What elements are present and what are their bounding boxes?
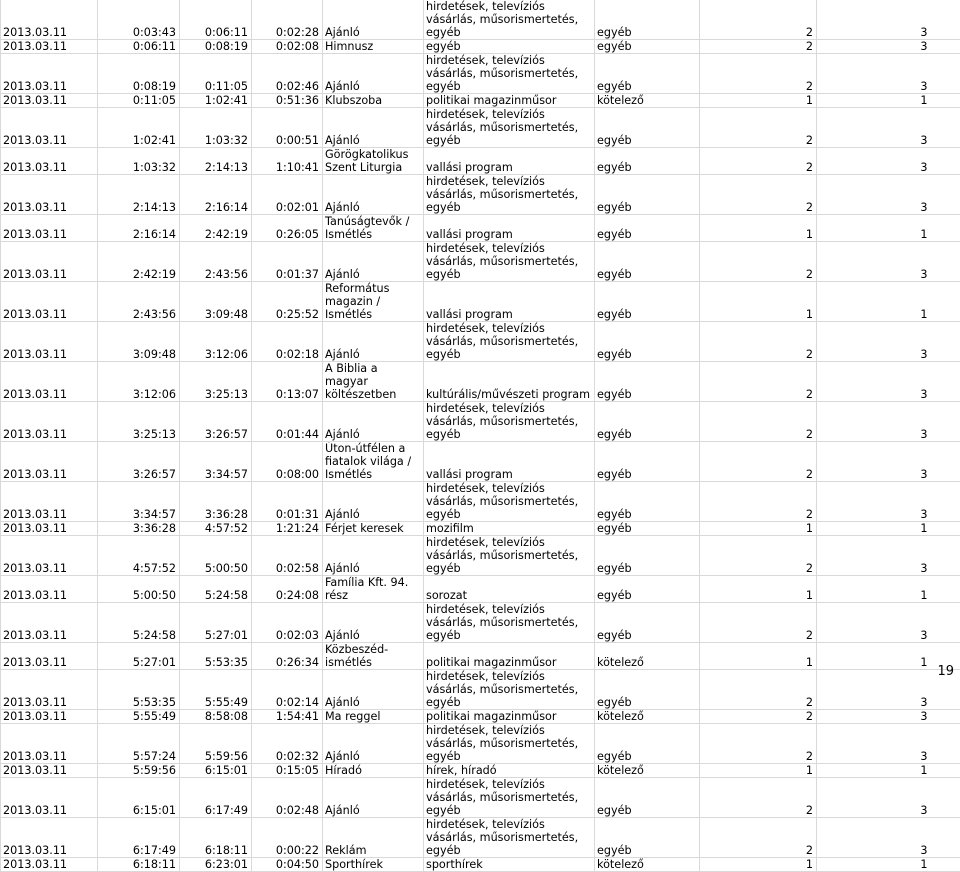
end-time-cell: 3:25:13 bbox=[180, 362, 252, 402]
date-cell: 2013.03.11 bbox=[1, 442, 98, 482]
program-title-cell: Görögkatolikus Szent Liturgia bbox=[323, 148, 424, 175]
category-cell: egyéb bbox=[595, 40, 700, 54]
empty-cell bbox=[931, 482, 960, 522]
start-time-cell: 3:34:57 bbox=[98, 482, 180, 522]
category-cell: kötelező bbox=[595, 858, 700, 872]
category-cell: egyéb bbox=[595, 724, 700, 764]
value-b-cell: 3 bbox=[817, 482, 931, 522]
duration-cell: 0:15:05 bbox=[252, 764, 323, 778]
date-cell: 2013.03.11 bbox=[1, 94, 98, 108]
category-cell: egyéb bbox=[595, 442, 700, 482]
table-row bbox=[1, 148, 960, 175]
duration-cell: 0:02:01 bbox=[252, 175, 323, 215]
genre-cell: hirdetések, televíziós vásárlás, műsorismertetés, egyéb bbox=[424, 778, 595, 818]
category-cell: egyéb bbox=[595, 576, 700, 603]
start-time-cell: 5:00:50 bbox=[98, 576, 180, 603]
program-title-cell: Ajánló bbox=[323, 322, 424, 362]
genre-cell: vallási program bbox=[424, 148, 595, 175]
value-a-cell: 2 bbox=[700, 536, 817, 576]
value-b-cell: 1 bbox=[817, 94, 931, 108]
end-time-cell: 3:36:28 bbox=[180, 482, 252, 522]
genre-cell: kultúrális/művészeti program bbox=[424, 362, 595, 402]
start-time-cell: 5:53:35 bbox=[98, 670, 180, 710]
table-row bbox=[1, 482, 960, 522]
program-title-cell: Úton-útfélen a fiatalok világa / Ismétlés bbox=[323, 442, 424, 482]
value-a-cell: 2 bbox=[700, 322, 817, 362]
empty-cell bbox=[931, 0, 960, 40]
table-row bbox=[1, 108, 960, 148]
start-time-cell: 2:42:19 bbox=[98, 242, 180, 282]
value-a-cell: 1 bbox=[700, 215, 817, 242]
program-title-cell: Ajánló bbox=[323, 536, 424, 576]
end-time-cell: 2:43:56 bbox=[180, 242, 252, 282]
value-b-cell: 3 bbox=[817, 40, 931, 54]
value-a-cell: 2 bbox=[700, 40, 817, 54]
category-cell: egyéb bbox=[595, 242, 700, 282]
end-time-cell: 6:17:49 bbox=[180, 778, 252, 818]
duration-cell: 0:02:48 bbox=[252, 778, 323, 818]
category-cell: egyéb bbox=[595, 282, 700, 322]
value-b-cell: 3 bbox=[817, 710, 931, 724]
empty-cell bbox=[931, 764, 960, 778]
program-title-cell: Ajánló bbox=[323, 778, 424, 818]
date-cell: 2013.03.11 bbox=[1, 576, 98, 603]
value-b-cell: 3 bbox=[817, 670, 931, 710]
value-b-cell: 3 bbox=[817, 362, 931, 402]
category-cell: kötelező bbox=[595, 764, 700, 778]
value-b-cell: 1 bbox=[817, 764, 931, 778]
table-row bbox=[1, 603, 960, 643]
empty-cell bbox=[931, 148, 960, 175]
table-row bbox=[1, 362, 960, 402]
program-title-cell: Ajánló bbox=[323, 482, 424, 522]
date-cell: 2013.03.11 bbox=[1, 0, 98, 40]
genre-cell: hirdetések, televíziós vásárlás, műsorismertetés, egyéb bbox=[424, 242, 595, 282]
category-cell: egyéb bbox=[595, 402, 700, 442]
duration-cell: 0:01:44 bbox=[252, 402, 323, 442]
category-cell: egyéb bbox=[595, 482, 700, 522]
category-cell: egyéb bbox=[595, 522, 700, 536]
genre-cell: hirdetések, televíziós vásárlás, műsorismertetés, egyéb bbox=[424, 818, 595, 858]
start-time-cell: 0:11:05 bbox=[98, 94, 180, 108]
duration-cell: 0:02:18 bbox=[252, 322, 323, 362]
empty-cell bbox=[931, 282, 960, 322]
value-b-cell: 1 bbox=[817, 282, 931, 322]
date-cell: 2013.03.11 bbox=[1, 482, 98, 522]
empty-cell bbox=[931, 442, 960, 482]
start-time-cell: 0:06:11 bbox=[98, 40, 180, 54]
date-cell: 2013.03.11 bbox=[1, 724, 98, 764]
date-cell: 2013.03.11 bbox=[1, 603, 98, 643]
date-cell: 2013.03.11 bbox=[1, 858, 98, 872]
duration-cell: 0:02:58 bbox=[252, 536, 323, 576]
duration-cell: 0:00:22 bbox=[252, 818, 323, 858]
table-row bbox=[1, 282, 960, 322]
duration-cell: 0:01:31 bbox=[252, 482, 323, 522]
value-a-cell: 1 bbox=[700, 764, 817, 778]
genre-cell: egyéb bbox=[424, 40, 595, 54]
genre-cell: hirdetések, televíziós vásárlás, műsorismertetés, egyéb bbox=[424, 0, 595, 40]
value-a-cell: 1 bbox=[700, 522, 817, 536]
date-cell: 2013.03.11 bbox=[1, 818, 98, 858]
empty-cell bbox=[931, 402, 960, 442]
table-row bbox=[1, 242, 960, 282]
empty-cell bbox=[931, 522, 960, 536]
program-title-cell: Himnusz bbox=[323, 40, 424, 54]
date-cell: 2013.03.11 bbox=[1, 242, 98, 282]
date-cell: 2013.03.11 bbox=[1, 54, 98, 94]
date-cell: 2013.03.11 bbox=[1, 522, 98, 536]
end-time-cell: 2:42:19 bbox=[180, 215, 252, 242]
duration-cell: 0:51:36 bbox=[252, 94, 323, 108]
table-row bbox=[1, 175, 960, 215]
end-time-cell: 3:34:57 bbox=[180, 442, 252, 482]
value-b-cell: 3 bbox=[817, 175, 931, 215]
end-time-cell: 0:06:11 bbox=[180, 0, 252, 40]
genre-cell: hirdetések, televíziós vásárlás, műsorismertetés, egyéb bbox=[424, 724, 595, 764]
date-cell: 2013.03.11 bbox=[1, 710, 98, 724]
date-cell: 2013.03.11 bbox=[1, 402, 98, 442]
value-a-cell: 2 bbox=[700, 175, 817, 215]
end-time-cell: 0:11:05 bbox=[180, 54, 252, 94]
end-time-cell: 6:23:01 bbox=[180, 858, 252, 872]
start-time-cell: 5:24:58 bbox=[98, 603, 180, 643]
date-cell: 2013.03.11 bbox=[1, 643, 98, 670]
date-cell: 2013.03.11 bbox=[1, 362, 98, 402]
program-title-cell: Ajánló bbox=[323, 175, 424, 215]
program-title-cell: Tanúságtevők / Ismétlés bbox=[323, 215, 424, 242]
empty-cell bbox=[931, 724, 960, 764]
empty-cell bbox=[931, 778, 960, 818]
genre-cell: vallási program bbox=[424, 282, 595, 322]
duration-cell: 0:26:05 bbox=[252, 215, 323, 242]
value-b-cell: 3 bbox=[817, 0, 931, 40]
date-cell: 2013.03.11 bbox=[1, 215, 98, 242]
start-time-cell: 2:43:56 bbox=[98, 282, 180, 322]
value-a-cell: 1 bbox=[700, 858, 817, 872]
value-a-cell: 2 bbox=[700, 778, 817, 818]
value-b-cell: 1 bbox=[817, 576, 931, 603]
duration-cell: 0:01:37 bbox=[252, 242, 323, 282]
date-cell: 2013.03.11 bbox=[1, 536, 98, 576]
program-title-cell: Klubszoba bbox=[323, 94, 424, 108]
value-a-cell: 2 bbox=[700, 54, 817, 94]
genre-cell: hirdetések, televíziós vásárlás, műsorismertetés, egyéb bbox=[424, 54, 595, 94]
table-row bbox=[1, 536, 960, 576]
end-time-cell: 4:57:52 bbox=[180, 522, 252, 536]
value-b-cell: 3 bbox=[817, 148, 931, 175]
program-title-cell: Ajánló bbox=[323, 54, 424, 94]
genre-cell: hirdetések, televíziós vásárlás, műsorismertetés, egyéb bbox=[424, 402, 595, 442]
category-cell: kötelező bbox=[595, 643, 700, 670]
start-time-cell: 5:55:49 bbox=[98, 710, 180, 724]
category-cell: egyéb bbox=[595, 536, 700, 576]
empty-cell bbox=[931, 536, 960, 576]
program-title-cell: Ajánló bbox=[323, 242, 424, 282]
value-a-cell: 1 bbox=[700, 94, 817, 108]
value-a-cell: 2 bbox=[700, 402, 817, 442]
table-row bbox=[1, 670, 960, 710]
value-b-cell: 3 bbox=[817, 724, 931, 764]
end-time-cell: 1:02:41 bbox=[180, 94, 252, 108]
table-row bbox=[1, 402, 960, 442]
table-row bbox=[1, 724, 960, 764]
duration-cell: 0:26:34 bbox=[252, 643, 323, 670]
value-b-cell: 1 bbox=[817, 215, 931, 242]
start-time-cell: 1:02:41 bbox=[98, 108, 180, 148]
value-b-cell: 3 bbox=[817, 818, 931, 858]
category-cell: egyéb bbox=[595, 0, 700, 40]
duration-cell: 0:02:03 bbox=[252, 603, 323, 643]
page-number: 19 bbox=[937, 664, 954, 679]
program-title-cell: Ajánló bbox=[323, 0, 424, 40]
end-time-cell: 6:18:11 bbox=[180, 818, 252, 858]
value-b-cell: 3 bbox=[817, 54, 931, 94]
duration-cell: 0:04:50 bbox=[252, 858, 323, 872]
genre-cell: politikai magazinműsor bbox=[424, 94, 595, 108]
duration-cell: 0:13:07 bbox=[252, 362, 323, 402]
category-cell: egyéb bbox=[595, 215, 700, 242]
start-time-cell: 3:09:48 bbox=[98, 322, 180, 362]
table-row bbox=[1, 0, 960, 40]
genre-cell: hirdetések, televíziós vásárlás, műsorismertetés, egyéb bbox=[424, 603, 595, 643]
start-time-cell: 0:08:19 bbox=[98, 54, 180, 94]
value-b-cell: 3 bbox=[817, 242, 931, 282]
program-title-cell: Sporthírek bbox=[323, 858, 424, 872]
genre-cell: vallási program bbox=[424, 215, 595, 242]
value-a-cell: 1 bbox=[700, 576, 817, 603]
genre-cell: hirdetések, televíziós vásárlás, műsorismertetés, egyéb bbox=[424, 322, 595, 362]
category-cell: egyéb bbox=[595, 603, 700, 643]
program-title-cell: Ajánló bbox=[323, 108, 424, 148]
table-row bbox=[1, 576, 960, 603]
start-time-cell: 6:17:49 bbox=[98, 818, 180, 858]
value-a-cell: 1 bbox=[700, 643, 817, 670]
table-row bbox=[1, 442, 960, 482]
date-cell: 2013.03.11 bbox=[1, 282, 98, 322]
empty-cell bbox=[931, 94, 960, 108]
program-title-cell: Ajánló bbox=[323, 603, 424, 643]
genre-cell: hirdetések, televíziós vásárlás, műsorismertetés, egyéb bbox=[424, 482, 595, 522]
end-time-cell: 8:58:08 bbox=[180, 710, 252, 724]
date-cell: 2013.03.11 bbox=[1, 322, 98, 362]
value-a-cell: 2 bbox=[700, 442, 817, 482]
start-time-cell: 1:03:32 bbox=[98, 148, 180, 175]
value-a-cell: 2 bbox=[700, 818, 817, 858]
empty-cell bbox=[931, 108, 960, 148]
program-title-cell: Família Kft. 94. rész bbox=[323, 576, 424, 603]
duration-cell: 1:10:41 bbox=[252, 148, 323, 175]
category-cell: egyéb bbox=[595, 108, 700, 148]
value-b-cell: 3 bbox=[817, 536, 931, 576]
table-row bbox=[1, 710, 960, 724]
value-a-cell: 2 bbox=[700, 108, 817, 148]
genre-cell: mozifilm bbox=[424, 522, 595, 536]
category-cell: egyéb bbox=[595, 670, 700, 710]
duration-cell: 0:02:46 bbox=[252, 54, 323, 94]
value-b-cell: 1 bbox=[817, 858, 931, 872]
start-time-cell: 4:57:52 bbox=[98, 536, 180, 576]
end-time-cell: 2:14:13 bbox=[180, 148, 252, 175]
end-time-cell: 5:24:58 bbox=[180, 576, 252, 603]
duration-cell: 1:21:24 bbox=[252, 522, 323, 536]
table-row bbox=[1, 858, 960, 872]
value-a-cell: 2 bbox=[700, 724, 817, 764]
genre-cell: vallási program bbox=[424, 442, 595, 482]
category-cell: kötelező bbox=[595, 710, 700, 724]
date-cell: 2013.03.11 bbox=[1, 670, 98, 710]
start-time-cell: 3:26:57 bbox=[98, 442, 180, 482]
category-cell: egyéb bbox=[595, 148, 700, 175]
duration-cell: 0:24:08 bbox=[252, 576, 323, 603]
end-time-cell: 6:15:01 bbox=[180, 764, 252, 778]
genre-cell: hírek, híradó bbox=[424, 764, 595, 778]
genre-cell: sorozat bbox=[424, 576, 595, 603]
value-b-cell: 3 bbox=[817, 108, 931, 148]
duration-cell: 0:02:14 bbox=[252, 670, 323, 710]
genre-cell: hirdetések, televíziós vásárlás, műsorismertetés, egyéb bbox=[424, 108, 595, 148]
table-row bbox=[1, 818, 960, 858]
end-time-cell: 0:08:19 bbox=[180, 40, 252, 54]
program-title-cell: Reklám bbox=[323, 818, 424, 858]
end-time-cell: 3:09:48 bbox=[180, 282, 252, 322]
end-time-cell: 1:03:32 bbox=[180, 108, 252, 148]
empty-cell bbox=[931, 858, 960, 872]
program-title-cell: Híradó bbox=[323, 764, 424, 778]
value-a-cell: 2 bbox=[700, 0, 817, 40]
category-cell: egyéb bbox=[595, 818, 700, 858]
empty-cell bbox=[931, 322, 960, 362]
table-row bbox=[1, 40, 960, 54]
end-time-cell: 5:27:01 bbox=[180, 603, 252, 643]
value-b-cell: 1 bbox=[817, 643, 931, 670]
value-a-cell: 2 bbox=[700, 670, 817, 710]
program-title-cell: Ajánló bbox=[323, 670, 424, 710]
start-time-cell: 5:27:01 bbox=[98, 643, 180, 670]
duration-cell: 0:02:32 bbox=[252, 724, 323, 764]
duration-cell: 0:08:00 bbox=[252, 442, 323, 482]
date-cell: 2013.03.11 bbox=[1, 764, 98, 778]
category-cell: kötelező bbox=[595, 94, 700, 108]
end-time-cell: 2:16:14 bbox=[180, 175, 252, 215]
category-cell: egyéb bbox=[595, 54, 700, 94]
category-cell: egyéb bbox=[595, 778, 700, 818]
program-title-cell: Közbeszéd-ismétlés bbox=[323, 643, 424, 670]
value-a-cell: 2 bbox=[700, 710, 817, 724]
program-title-cell: Férjet keresek bbox=[323, 522, 424, 536]
value-a-cell: 2 bbox=[700, 148, 817, 175]
end-time-cell: 5:00:50 bbox=[180, 536, 252, 576]
table-row bbox=[1, 215, 960, 242]
table-row bbox=[1, 322, 960, 362]
date-cell: 2013.03.11 bbox=[1, 175, 98, 215]
value-a-cell: 2 bbox=[700, 482, 817, 522]
genre-cell: politikai magazinműsor bbox=[424, 710, 595, 724]
program-title-cell: A Biblia a magyar költészetben bbox=[323, 362, 424, 402]
value-a-cell: 2 bbox=[700, 603, 817, 643]
start-time-cell: 6:18:11 bbox=[98, 858, 180, 872]
start-time-cell: 5:59:56 bbox=[98, 764, 180, 778]
genre-cell: hirdetések, televíziós vásárlás, műsorismertetés, egyéb bbox=[424, 670, 595, 710]
empty-cell bbox=[931, 603, 960, 643]
date-cell: 2013.03.11 bbox=[1, 148, 98, 175]
empty-cell bbox=[931, 54, 960, 94]
start-time-cell: 2:16:14 bbox=[98, 215, 180, 242]
end-time-cell: 3:26:57 bbox=[180, 402, 252, 442]
start-time-cell: 6:15:01 bbox=[98, 778, 180, 818]
program-title-cell: Ajánló bbox=[323, 402, 424, 442]
table-row bbox=[1, 94, 960, 108]
empty-cell bbox=[931, 175, 960, 215]
value-b-cell: 3 bbox=[817, 442, 931, 482]
end-time-cell: 5:59:56 bbox=[180, 724, 252, 764]
category-cell: egyéb bbox=[595, 362, 700, 402]
empty-cell bbox=[931, 710, 960, 724]
category-cell: egyéb bbox=[595, 175, 700, 215]
duration-cell: 1:54:41 bbox=[252, 710, 323, 724]
empty-cell bbox=[931, 362, 960, 402]
duration-cell: 0:00:51 bbox=[252, 108, 323, 148]
empty-cell bbox=[931, 40, 960, 54]
end-time-cell: 5:53:35 bbox=[180, 643, 252, 670]
start-time-cell: 0:03:43 bbox=[98, 0, 180, 40]
duration-cell: 0:25:52 bbox=[252, 282, 323, 322]
value-a-cell: 2 bbox=[700, 362, 817, 402]
date-cell: 2013.03.11 bbox=[1, 778, 98, 818]
value-a-cell: 1 bbox=[700, 282, 817, 322]
genre-cell: sporthírek bbox=[424, 858, 595, 872]
table-body bbox=[1, 0, 960, 872]
value-b-cell: 3 bbox=[817, 402, 931, 442]
genre-cell: hirdetések, televíziós vásárlás, műsorismertetés, egyéb bbox=[424, 175, 595, 215]
empty-cell bbox=[931, 215, 960, 242]
value-b-cell: 1 bbox=[817, 522, 931, 536]
empty-cell bbox=[931, 818, 960, 858]
date-cell: 2013.03.11 bbox=[1, 108, 98, 148]
table-row bbox=[1, 522, 960, 536]
end-time-cell: 5:55:49 bbox=[180, 670, 252, 710]
table-row bbox=[1, 54, 960, 94]
program-title-cell: Ma reggel bbox=[323, 710, 424, 724]
table-row bbox=[1, 764, 960, 778]
category-cell: egyéb bbox=[595, 322, 700, 362]
end-time-cell: 3:12:06 bbox=[180, 322, 252, 362]
duration-cell: 0:02:28 bbox=[252, 0, 323, 40]
value-b-cell: 3 bbox=[817, 603, 931, 643]
table-row bbox=[1, 643, 960, 670]
start-time-cell: 2:14:13 bbox=[98, 175, 180, 215]
genre-cell: politikai magazinműsor bbox=[424, 643, 595, 670]
empty-cell bbox=[931, 576, 960, 603]
date-cell: 2013.03.11 bbox=[1, 40, 98, 54]
value-b-cell: 3 bbox=[817, 778, 931, 818]
duration-cell: 0:02:08 bbox=[252, 40, 323, 54]
value-a-cell: 2 bbox=[700, 242, 817, 282]
start-time-cell: 5:57:24 bbox=[98, 724, 180, 764]
start-time-cell: 3:12:06 bbox=[98, 362, 180, 402]
genre-cell: hirdetések, televíziós vásárlás, műsorismertetés, egyéb bbox=[424, 536, 595, 576]
program-title-cell: Ajánló bbox=[323, 724, 424, 764]
table-row bbox=[1, 778, 960, 818]
empty-cell bbox=[931, 242, 960, 282]
value-b-cell: 3 bbox=[817, 322, 931, 362]
start-time-cell: 3:25:13 bbox=[98, 402, 180, 442]
program-title-cell: Református magazin / Ismétlés bbox=[323, 282, 424, 322]
start-time-cell: 3:36:28 bbox=[98, 522, 180, 536]
